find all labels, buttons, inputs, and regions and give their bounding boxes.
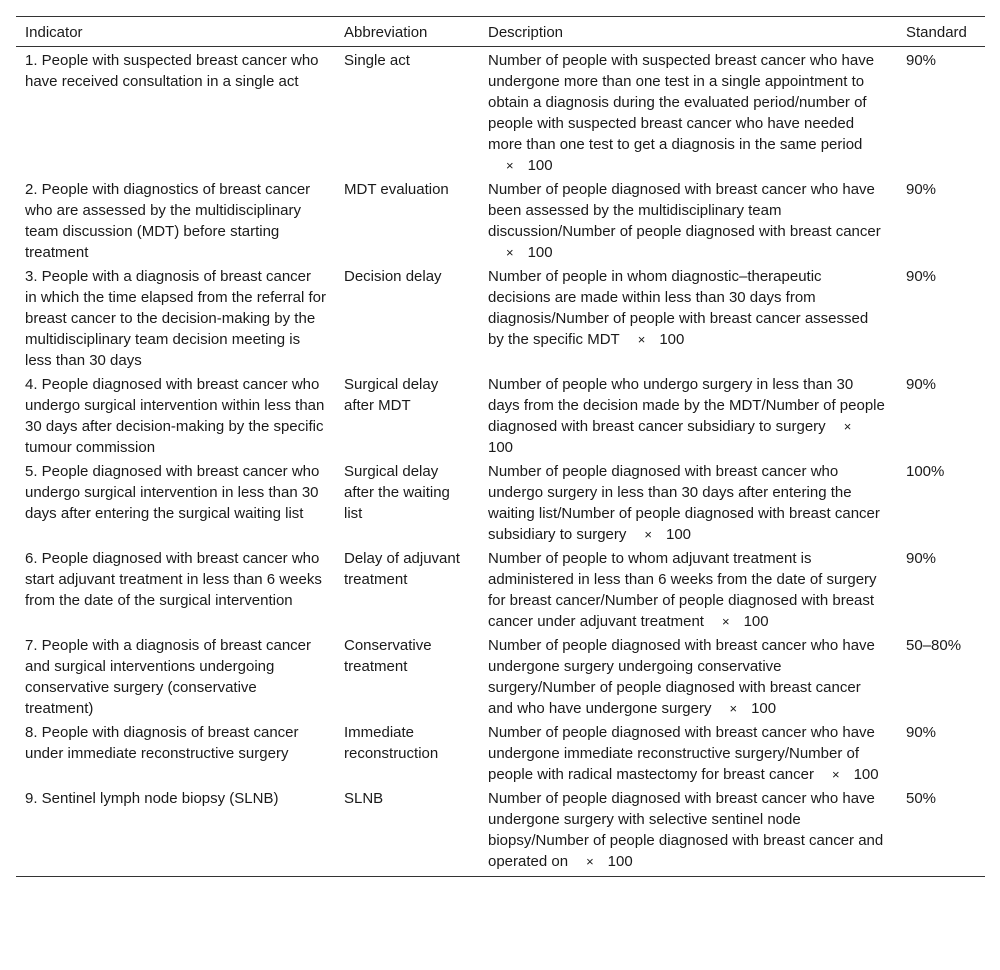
- table-row: [16, 264, 985, 372]
- table-row: [16, 720, 985, 786]
- description-cell: [479, 546, 897, 633]
- multiplier-value: 100: [488, 439, 514, 456]
- standard-cell: 50–80%: [906, 637, 962, 654]
- indicator-cell: 9. Sentinel lymph node biopsy (SLNB): [16, 786, 335, 877]
- standard-cell: 90%: [906, 724, 937, 741]
- times-symbol: ×: [729, 701, 738, 716]
- abbreviation-cell: Conservative treatment: [344, 637, 432, 675]
- description-cell: [479, 264, 897, 372]
- standard-cell: 90%: [906, 376, 937, 393]
- abbreviation-cell: Single act: [344, 52, 410, 69]
- abbreviation-cell: Surgical delay after the waiting list: [344, 463, 450, 522]
- table-row: [16, 372, 985, 459]
- standard-cell: 90%: [906, 268, 937, 285]
- description-cell: [479, 372, 897, 459]
- abbreviation-cell: MDT evaluation: [344, 181, 449, 198]
- table-row: [16, 47, 985, 178]
- table-row: [16, 459, 985, 546]
- description-cell: [479, 459, 897, 546]
- times-symbol: ×: [506, 245, 514, 260]
- description-cell: [479, 720, 897, 786]
- abbreviation-cell: Surgical delay after MDT: [344, 376, 439, 414]
- abbreviation-cell: Delay of adjuvant treatment: [344, 550, 460, 588]
- description-text: Number of people to whom adjuvant treatment is administered in less than 6 weeks from the date of surgery for breast cancer/Number of people diagnosed with breast cancer under adjuvant treatment: [488, 550, 877, 630]
- description-text: Number of people diagnosed with breast cancer who have been assessed by the multidisciplinary team discussion/Number of people diagnosed with breast cancer: [488, 181, 881, 240]
- description-cell: [479, 177, 897, 264]
- indicator-cell: 8. People with diagnosis of breast cancer under immediate reconstructive surgery: [25, 724, 299, 762]
- times-symbol: ×: [644, 527, 652, 542]
- abbreviation-cell: Immediate reconstruction: [344, 724, 439, 762]
- multiplier-value: 100: [666, 526, 692, 543]
- multiplier-value: 100: [527, 244, 553, 261]
- standard-cell: 90%: [906, 550, 937, 567]
- multiplier-value: 100: [853, 766, 879, 783]
- description-text: Number of people diagnosed with breast cancer who have undergone surgery with selective sentinel node biopsy/Number of people diagnosed with breast cancer and operated on: [488, 790, 884, 870]
- multiplier-value: 100: [607, 853, 633, 870]
- multiplier-value: 100: [527, 157, 553, 174]
- multiplier-value: 100: [743, 613, 769, 630]
- indicator-cell: 1. People with suspected breast cancer who have received consultation in a single act: [25, 52, 319, 90]
- description-text: Number of people who undergo surgery in less than 30 days from the decision made by the MDT/Number of people diagnosed with breast cancer subsidiary to surgery: [488, 376, 885, 435]
- header-indicator: Indicator: [16, 17, 335, 47]
- times-symbol: ×: [831, 767, 840, 782]
- standard-cell: 100%: [906, 463, 945, 480]
- abbreviation-cell: SLNB: [335, 786, 479, 877]
- header-standard: Standard: [897, 17, 985, 47]
- description-cell: [479, 786, 897, 877]
- table-row: [16, 177, 985, 264]
- description-text: Number of people diagnosed with breast cancer who have undergone surgery undergoing conservative surgery/Number of people diagnosed with breast cancer and who have undergone surgery: [488, 637, 875, 717]
- indicator-cell: 4. People diagnosed with breast cancer who undergo surgical intervention within less than 30 days after decision-making by the specific tumour commission: [25, 376, 325, 456]
- table-header-row: [16, 17, 985, 47]
- abbreviation-cell: Decision delay: [344, 268, 442, 285]
- indicator-cell: 3. People with a diagnosis of breast cancer in which the time elapsed from the referral for breast cancer to the decision-making by the multidisciplinary team decision meeting is less than 30 days: [25, 268, 326, 369]
- indicators-table-container: [16, 16, 985, 877]
- indicators-table: [16, 16, 985, 877]
- description-text: Number of people with suspected breast cancer who have undergone more than one test in a single appointment to obtain a diagnosis during the evaluated period/number of people with suspected breast cancer who have needed more than one test to get a diagnosis in the same period: [488, 52, 875, 153]
- description-text: Number of people diagnosed with breast cancer who have undergone immediate reconstructive surgery/Number of people with radical mastectomy for breast cancer: [488, 724, 875, 783]
- times-symbol: ×: [721, 614, 730, 629]
- standard-cell: 90%: [906, 181, 937, 198]
- indicator-cell: 5. People diagnosed with breast cancer who undergo surgical intervention in less than 30 days after entering the surgical waiting list: [25, 463, 320, 522]
- description-cell: [479, 47, 897, 178]
- indicator-cell: 2. People with diagnostics of breast cancer who are assessed by the multidisciplinary team discussion (MDT) before starting treatment: [25, 181, 311, 261]
- times-symbol: ×: [506, 158, 514, 173]
- table-row: [16, 786, 985, 877]
- description-cell: [479, 633, 897, 720]
- times-symbol: ×: [586, 854, 594, 869]
- standard-cell: 50%: [897, 786, 985, 877]
- indicator-cell: 6. People diagnosed with breast cancer who start adjuvant treatment in less than 6 weeks from the date of the surgical intervention: [25, 550, 322, 609]
- multiplier-value: 100: [751, 700, 777, 717]
- header-abbreviation: Abbreviation: [335, 17, 479, 47]
- description-text: Number of people diagnosed with breast cancer who undergo surgery in less than 30 days after entering the waiting list/Number of people diagnosed with breast cancer subsidiary to surgery: [488, 463, 880, 543]
- table-row: [16, 546, 985, 633]
- multiplier-value: 100: [659, 331, 685, 348]
- standard-cell: 90%: [906, 52, 937, 69]
- description-text: Number of people in whom diagnostic–therapeutic decisions are made within less than 30 days from diagnosis/Number of people with breast cancer assessed by the specific MDT: [488, 268, 869, 348]
- times-symbol: ×: [637, 332, 646, 347]
- indicator-cell: 7. People with a diagnosis of breast cancer and surgical interventions undergoing conservative surgery (conservative treatment): [25, 637, 312, 717]
- table-row: [16, 633, 985, 720]
- header-description: Description: [479, 17, 897, 47]
- times-symbol: ×: [843, 419, 852, 434]
